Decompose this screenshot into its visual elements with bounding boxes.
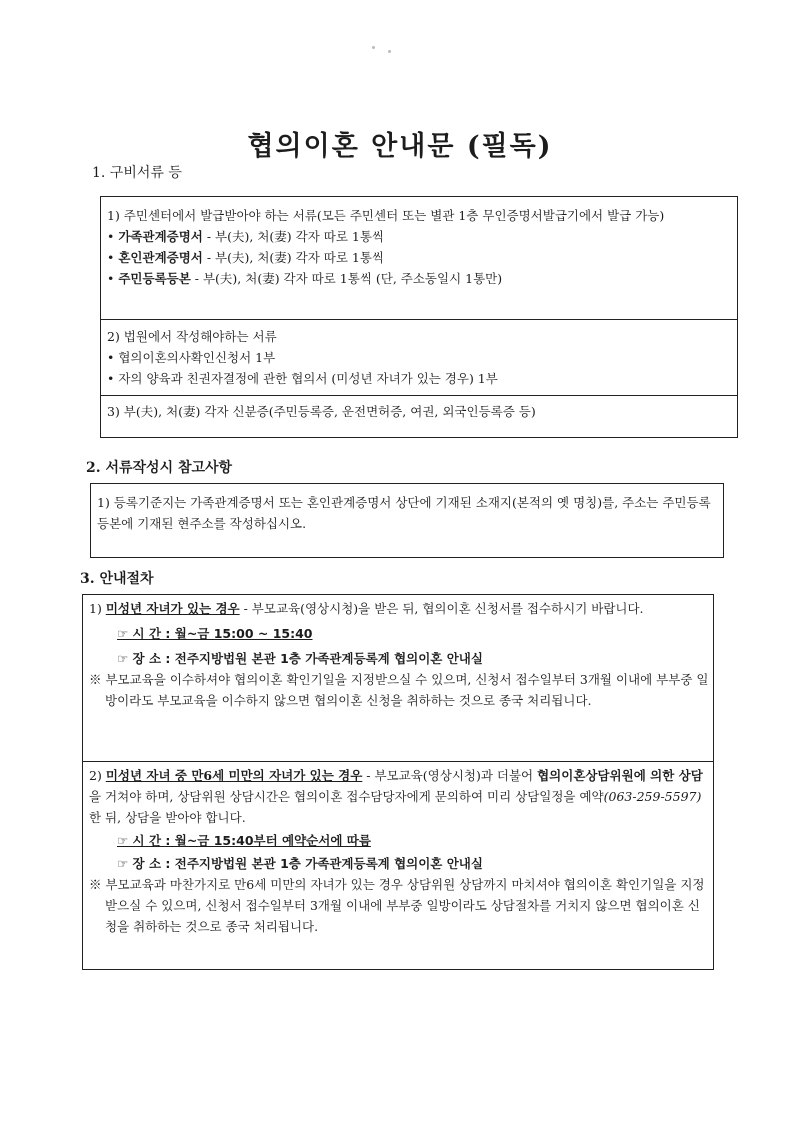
part1-place: ☞ 장 소 : 전주지방법원 본관 1층 가족관계등록계 협의이혼 안내실: [117, 651, 483, 666]
part2-note: ※ 부모교육과 마찬가지로 만6세 미만의 자녀가 있는 경우 상담위원 상담까지 마치셔야 협의이혼 확인기일을 지정받으실 수 있으며, 신청서 접수일부터 3개월 이내에 부부중 일방이라도 상담절차를 거치지 않으면 협의이혼 신청을 취하하는 것으로 종국 처리됩니다.: [89, 877, 705, 934]
part1-block: [101, 197, 737, 319]
doc-item: • 주민등록등본 - 부(夫), 처(妻) 각자 따로 1통씩 (단, 주소동일시 1통만): [107, 271, 503, 286]
section3-heading: 3. 안내절차: [80, 571, 154, 587]
doc-item: • 혼인관계증명서 - 부(夫), 처(妻) 각자 따로 1통씩: [107, 250, 384, 265]
part1-lead: 1) 미성년 자녀가 있는 경우 - 부모교육(영상시청)을 받은 뒤, 협의이혼 신청서를 접수하시기 바랍니다.: [89, 601, 644, 616]
procedure-part1: [83, 595, 713, 761]
part3-text: 3) 부(夫), 처(妻) 각자 신분증(주민등록증, 운전면허증, 여권, 외국인등록증 등): [107, 404, 536, 419]
part1-note: ※ 부모교육을 이수하셔야 협의이혼 확인기일을 지정받으실 수 있으며, 신청서 접수일부터 3개월 이내에 부부중 일방이라도 부모교육을 이수하지 않으면 협의이혼 신청을 취하하는 것으로 종국 처리됩니다.: [89, 672, 709, 708]
part1-time: ☞ 시 간 : 월~금 15:00 ~ 15:40: [117, 626, 313, 641]
scan-speck: [388, 50, 391, 53]
part2-block: [101, 319, 737, 395]
writing-notes-box: [90, 483, 724, 558]
procedure-box: [82, 594, 714, 970]
part2-lead: 2) 미성년 자녀 중 만6세 미만의 자녀가 있는 경우 - 부모교육(영상시청)과 더불어 협의이혼상담위원에 의한 상담을 거쳐야 하며, 상담위원 상담시간은 협의이혼 접수담당자에게 문의하여 미리 상담일정을 예약(063-259-5597)한 뒤, 상담을 받아야 합니다.: [89, 768, 703, 825]
part1-intro: 1) 주민센터에서 발급받아야 하는 서류(모든 주민센터 또는 별관 1층 무인증명서발급기에서 발급 가능): [107, 208, 665, 223]
doc-item: • 가족관계증명서 - 부(夫), 처(妻) 각자 따로 1통씩: [107, 229, 384, 244]
scan-speck: [372, 46, 375, 49]
document-title: 협의이혼 안내문 (필독): [247, 131, 553, 162]
part3-block: [101, 395, 737, 422]
section1-heading: 1. 구비서류 등: [92, 165, 182, 181]
section2-heading: 2. 서류작성시 참고사항: [86, 460, 233, 476]
part2-time: ☞ 시 간 : 월~금 15:40부터 예약순서에 따름: [117, 833, 371, 848]
procedure-part2: [83, 761, 713, 937]
part2-item: • 협의이혼의사확인신청서 1부: [107, 350, 276, 365]
required-documents-box: [100, 196, 738, 438]
part2-item: • 자의 양육과 친권자결정에 관한 협의서 (미성년 자녀가 있는 경우) 1부: [107, 371, 498, 386]
part2-place: ☞ 장 소 : 전주지방법원 본관 1층 가족관계등록계 협의이혼 안내실: [117, 856, 483, 871]
part2-intro: 2) 법원에서 작성해야하는 서류: [107, 329, 277, 344]
writing-note-text: 1) 등록기준지는 가족관계증명서 또는 혼인관계증명서 상단에 기재된 소재지(본적의 옛 명칭)를, 주소는 주민등록등본에 기재된 현주소를 작성하십시오.: [97, 495, 711, 531]
